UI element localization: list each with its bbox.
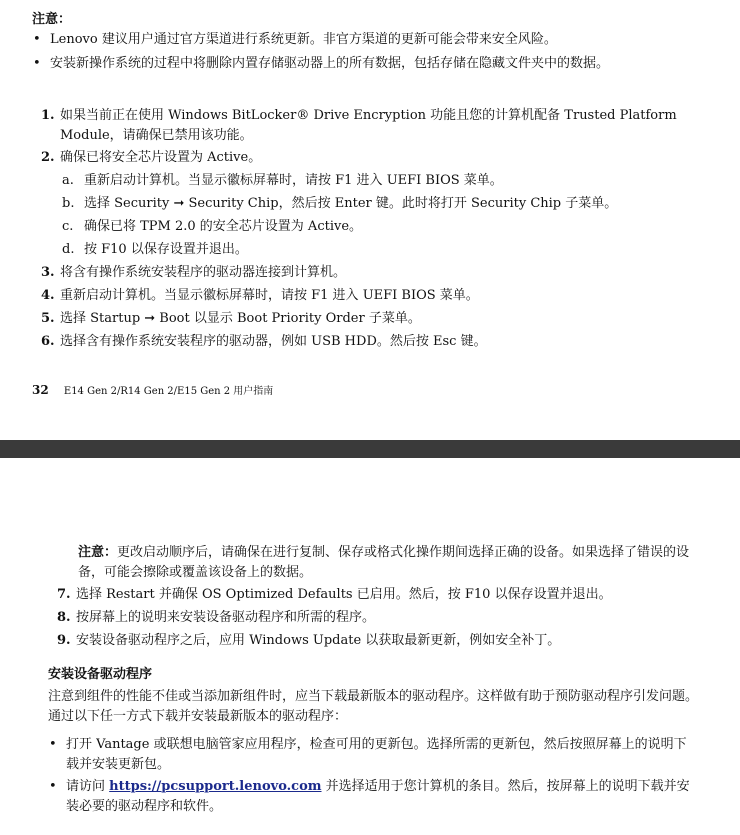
step-text: 按屏幕上的说明来安装设备驱动程序和所需的程序。 [76, 610, 376, 625]
note-text: 更改启动顺序后，请确保在进行复制、保存或格式化操作期间选择正确的设备。如果选择了错误的设备，可能会擦除或覆盖该设备上的数据。 [78, 545, 690, 580]
step-item [57, 585, 696, 605]
step-item [41, 106, 680, 146]
step-number: 5. [41, 311, 55, 326]
bullet-text: 并选择适用于您计算机的条目。然后，按屏幕上的说明下载并安装必要的驱动程序和软件。 [66, 779, 690, 814]
footer-title: E14 Gen 2/R14 Gen 2/E15 Gen 2 用户指南 [63, 386, 274, 397]
step-number: 3. [41, 265, 55, 280]
substep-text: 确保已将 TPM 2.0 的安全芯片设置为 Active。 [84, 219, 363, 234]
step-text: 确保已将安全芯片设置为 Active。 [60, 150, 262, 165]
step-number: 6. [41, 334, 55, 349]
bullet-dot-icon: • [49, 779, 57, 794]
step-item [57, 631, 696, 651]
step-number: 2. [41, 150, 55, 165]
page-footer [32, 382, 273, 397]
bullet-text: Lenovo 建议用户通过官方渠道进行系统更新。非官方渠道的更新可能会带来安全风险。 [50, 32, 557, 47]
step-text: 重新启动计算机。当显示徽标屏幕时，请按 F1 进入 UEFI BIOS 菜单。 [60, 288, 479, 303]
section-title: 安装设备驱动程序 [48, 667, 153, 682]
bullet-text: 安装新操作系统的过程中将删除内置存储驱动器上的所有数据，包括存储在隐藏文件夹中的数据。 [50, 56, 610, 71]
substep-text: 按 F10 以保存设置并退出。 [84, 242, 248, 257]
step-item [41, 148, 680, 168]
step-text: 如果当前正在使用 Windows BitLocker® Drive Encryption 功能且您的计算机配备 Trusted Platform Module，请确保已禁用该功能。 [60, 108, 677, 143]
substep-item [62, 194, 704, 214]
substep-text: 选择 Security ➞ Security Chip，然后按 Enter 键。此时将打开 Security Chip 子菜单。 [84, 196, 618, 211]
substep-text: 重新启动计算机。当显示徽标屏幕时，请按 F1 进入 UEFI BIOS 菜单。 [84, 173, 503, 188]
substep-letter: d. [62, 242, 75, 257]
step-item [41, 309, 680, 329]
bullet-item [33, 54, 690, 74]
page-number: 32 [32, 383, 49, 397]
bullet-item [49, 735, 696, 775]
bullet-dot-icon: • [33, 56, 41, 71]
note-heading: 注意： [32, 12, 72, 27]
note-block [78, 543, 698, 583]
substep-letter: a. [62, 173, 74, 188]
substep-letter: b. [62, 196, 75, 211]
substep-item [62, 171, 704, 191]
support-link[interactable]: https://pcsupport.lenovo.com [109, 779, 322, 794]
step-text: 选择含有操作系统安装程序的驱动器，例如 USB HDD。然后按 Esc 键。 [60, 334, 487, 349]
page-divider [0, 440, 740, 458]
bullet-dot-icon: • [49, 737, 57, 752]
bullet-text: 打开 Vantage 或联想电脑管家应用程序，检查可用的更新包。选择所需的更新包，然后按照屏幕上的说明下载并安装更新包。 [66, 737, 687, 772]
step-number: 7. [57, 587, 71, 602]
bullet-dot-icon: • [33, 32, 41, 47]
intro-paragraph: 注意到组件的性能不佳或当添加新组件时，应当下载最新版本的驱动程序。这样做有助于预防驱动程序引发问题。通过以下任一方式下载并安装最新版本的驱动程序： [48, 689, 699, 724]
step-number: 1. [41, 108, 55, 123]
step-item [41, 332, 680, 352]
step-text: 选择 Startup ➞ Boot 以显示 Boot Priority Order 子菜单。 [60, 311, 421, 326]
step-number: 4. [41, 288, 55, 303]
bullet-item [33, 30, 710, 50]
step-item [41, 263, 680, 283]
bullet-text: 请访问 [66, 779, 110, 794]
step-number: 8. [57, 610, 71, 625]
bullet-item [49, 777, 696, 817]
substep-item [62, 240, 704, 260]
step-item [41, 286, 680, 306]
step-text: 安装设备驱动程序之后，应用 Windows Update 以获取最新更新，例如安全补丁。 [76, 633, 561, 648]
note-label: 注意： [78, 545, 118, 560]
step-item [57, 608, 696, 628]
step-text: 将含有操作系统安装程序的驱动器连接到计算机。 [60, 265, 347, 280]
step-text: 选择 Restart 并确保 OS Optimized Defaults 已启用。然后，按 F10 以保存设置并退出。 [76, 587, 612, 602]
substep-letter: c. [62, 219, 74, 234]
step-number: 9. [57, 633, 71, 648]
substep-item [62, 217, 704, 237]
page-bottom [0, 458, 740, 835]
